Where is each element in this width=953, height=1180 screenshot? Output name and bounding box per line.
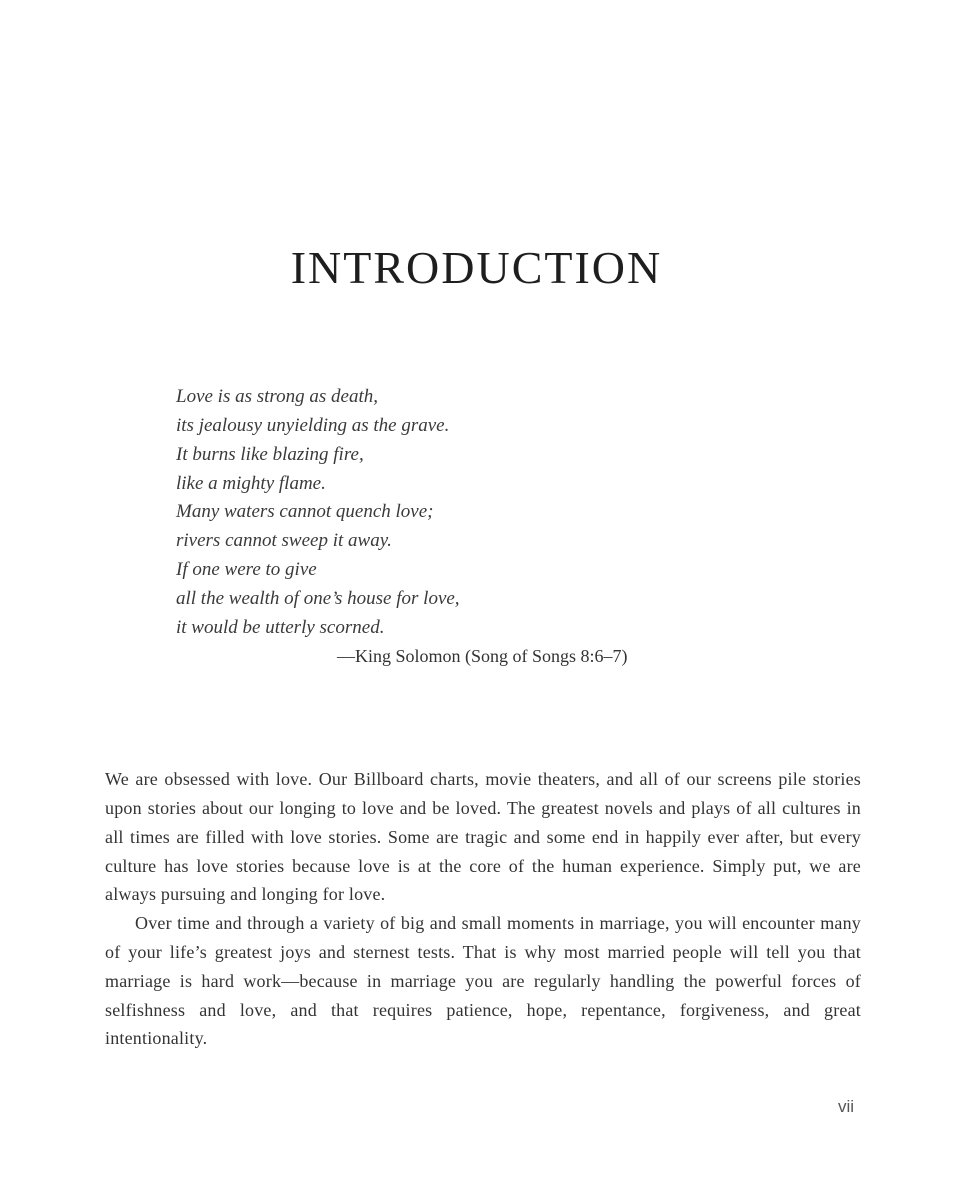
chapter-title: INTRODUCTION bbox=[290, 242, 663, 293]
epigraph-line: it would be utterly scorned. bbox=[176, 616, 385, 638]
page-number: vii bbox=[837, 1097, 854, 1116]
epigraph bbox=[176, 383, 953, 671]
epigraph-line: If one were to give bbox=[176, 558, 317, 580]
epigraph-line: Love is as strong as death, bbox=[176, 386, 378, 408]
epigraph-line: its jealousy unyielding as the grave. bbox=[176, 414, 450, 436]
epigraph-line: all the wealth of one’s house for love, bbox=[176, 587, 460, 609]
epigraph-line: It burns like blazing fire, bbox=[176, 443, 364, 465]
epigraph-attribution: —King Solomon (Song of Songs 8:6–7) bbox=[337, 646, 628, 667]
epigraph-line: Many waters cannot quench love; bbox=[176, 501, 434, 523]
epigraph-line: rivers cannot sweep it away. bbox=[176, 530, 392, 552]
epigraph-line: like a mighty flame. bbox=[176, 472, 326, 494]
body-paragraph: We are obsessed with love. Our Billboard charts, movie theaters, and all of our screens pile stories upon stories about our longing to love and be loved. The greatest novels and plays of all cultures in all times are filled with love stories. Some are tragic and some end in happily ever after, but every culture has love stories because love is at the core of the human experience. Simply put, we are always pursuing and longing for love. bbox=[105, 769, 861, 905]
body-text bbox=[105, 765, 861, 1053]
body-paragraph: Over time and through a variety of big and small moments in marriage, you will encounter many of your life’s greatest joys and sternest tests. That is why most married people will tell you that marriage is hard work—because in marriage you are regularly handling the powerful forces of selfishness and love, and that requires patience, hope, repentance, forgiveness, and great intentionality. bbox=[105, 913, 861, 1049]
